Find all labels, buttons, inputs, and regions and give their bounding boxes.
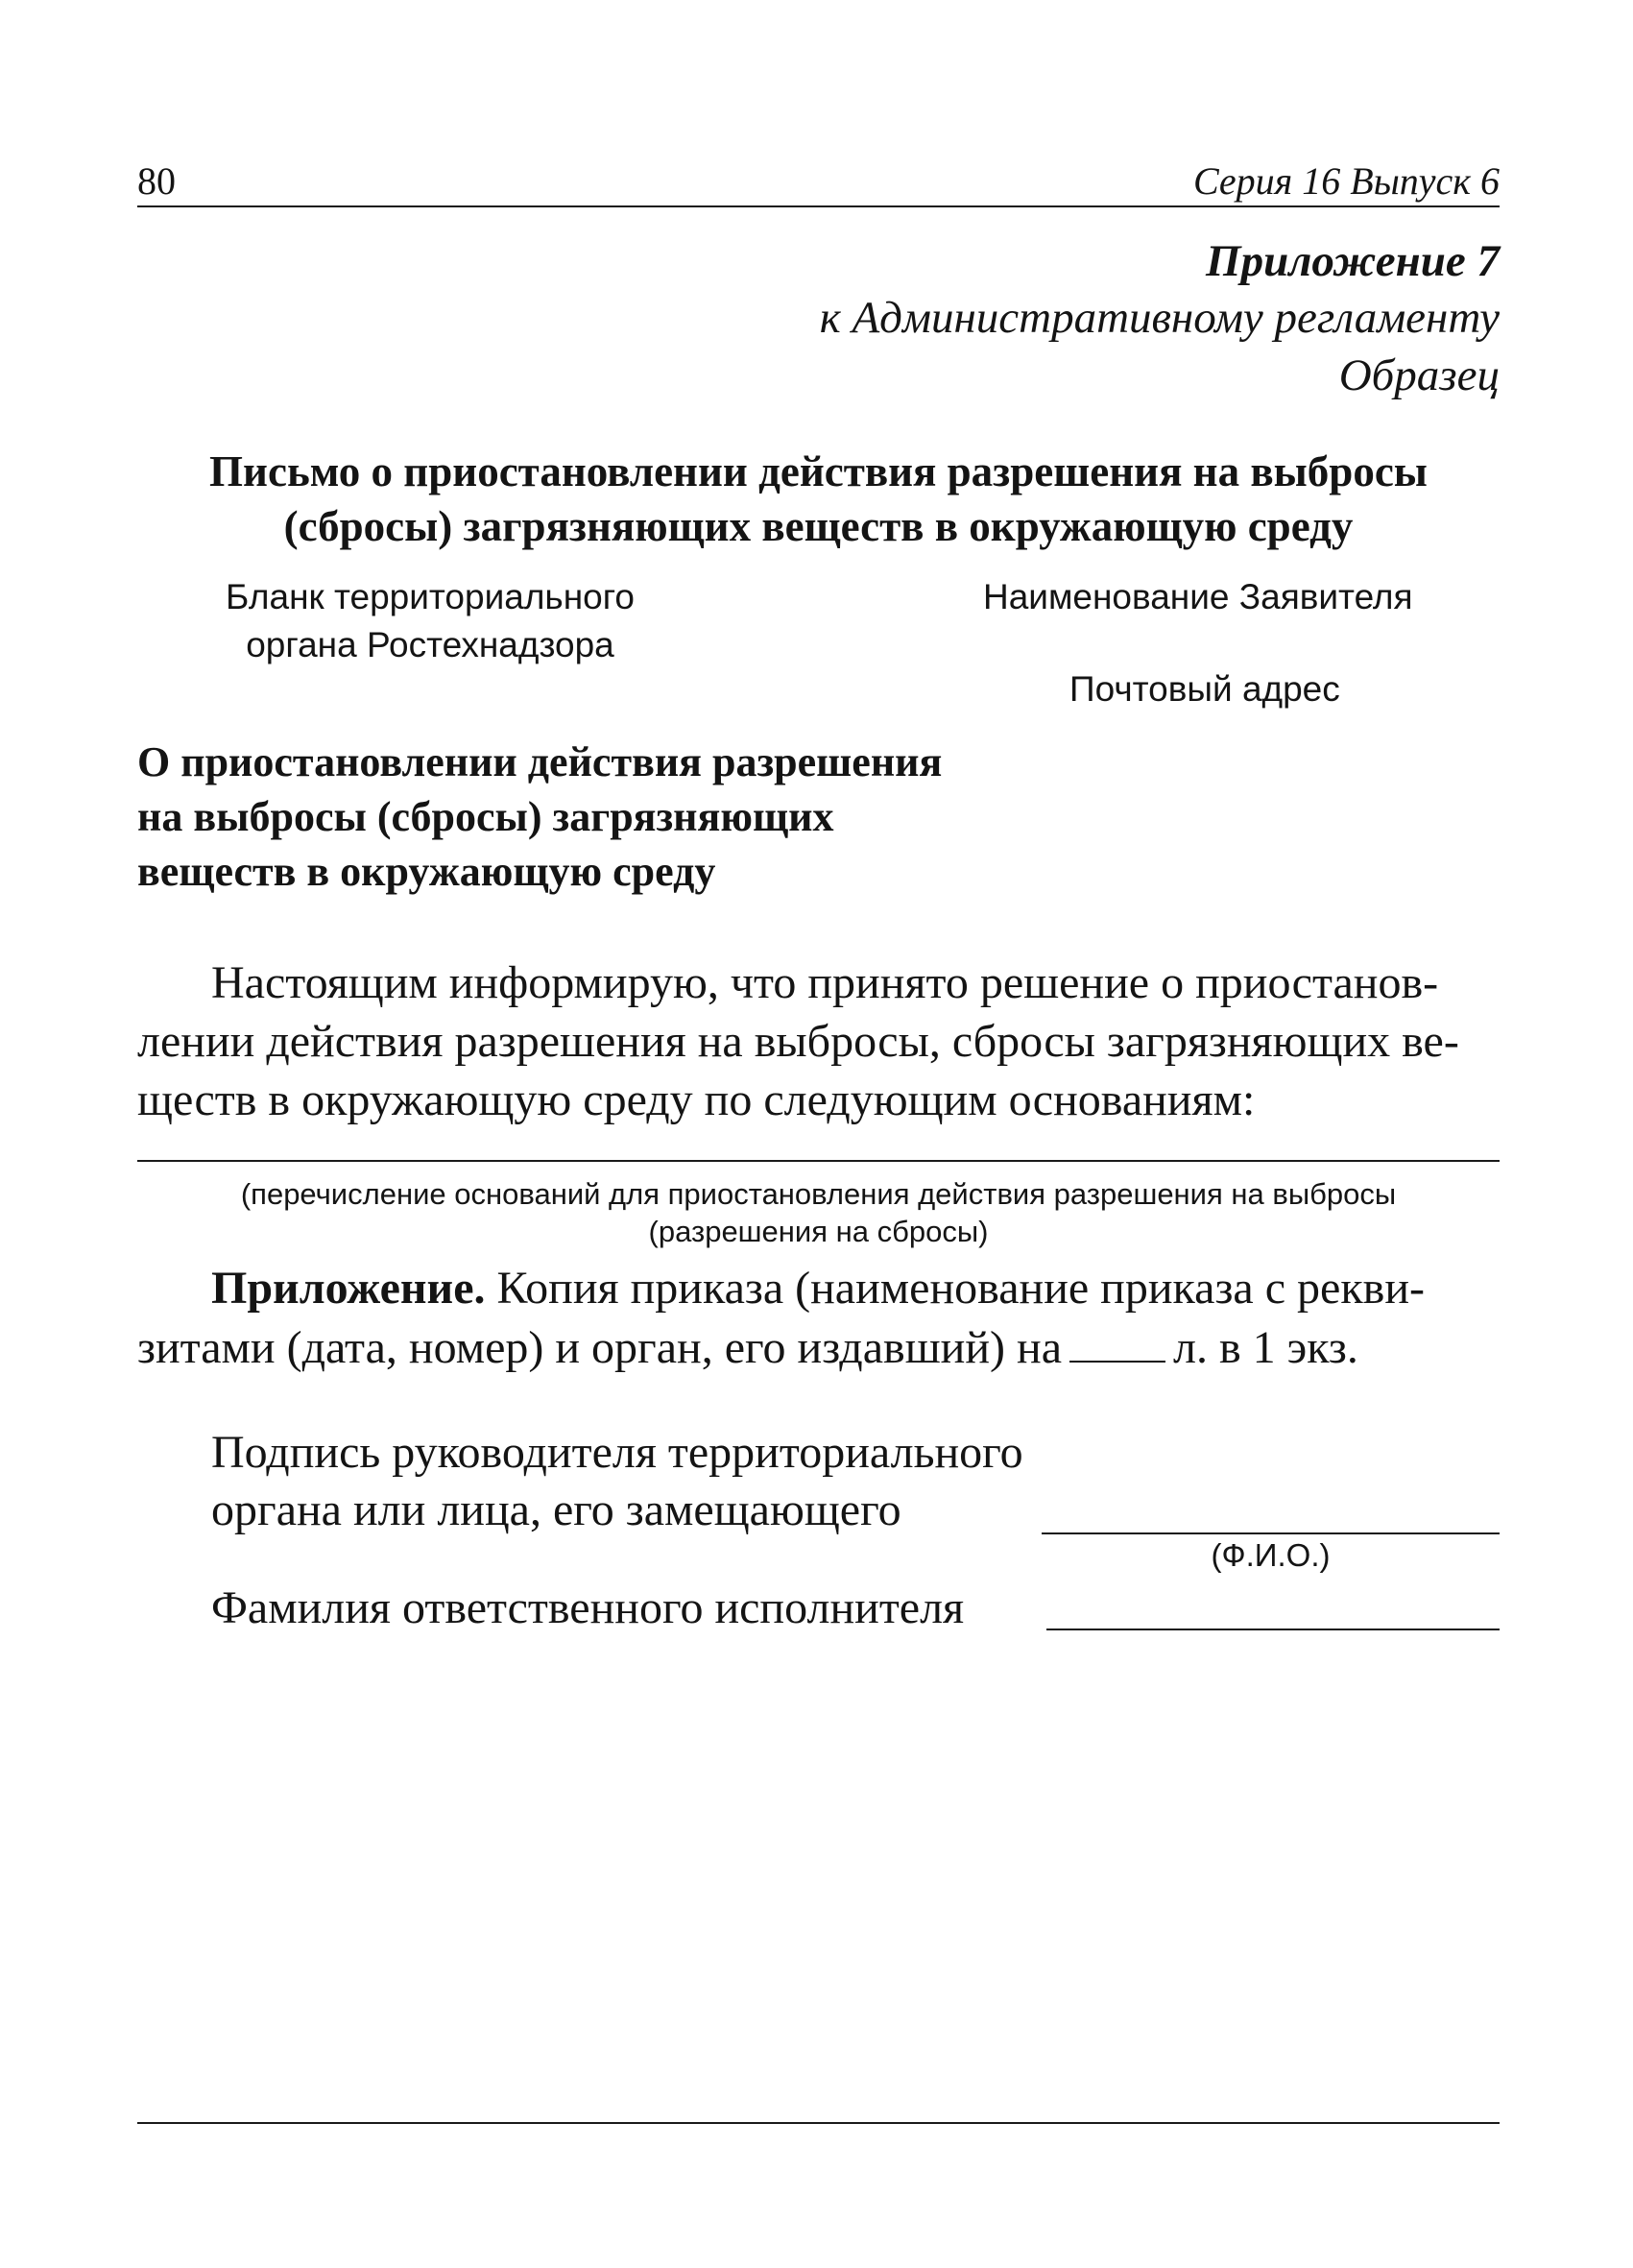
footer-rule [137, 2122, 1500, 2124]
sender-line-2: органа Ростехнадзора [246, 625, 614, 664]
header-rule [137, 205, 1500, 207]
letter-title-line-1: Письмо о приостановлении действия разрешения на выбросы [209, 447, 1428, 495]
body-line-2: лении действия разрешения на выбросы, сбросы загрязняющих ве- [137, 1016, 1459, 1067]
attachment-label: Приложение. [211, 1263, 486, 1314]
attachment-line-2 [137, 1318, 1500, 1377]
sample-label: Образец [1338, 350, 1500, 400]
executor-label: Фамилия ответственного исполнителя [211, 1582, 965, 1633]
grounds-fill-line [137, 1160, 1500, 1162]
subject-line-2: на выбросы (сбросы) загрязняющих [137, 793, 834, 840]
signature-label-line-2: органа или лица, его замещающего [211, 1484, 901, 1535]
attachment-text-before-blank: зитами (дата, номер) и орган, его издавший) на [137, 1322, 1062, 1373]
attachment-line-1 [211, 1260, 1500, 1317]
sender-line-1: Бланк территориального [226, 577, 635, 616]
attachment-text: Копия приказа (наименование приказа с рекви- [496, 1263, 1425, 1314]
subject-line-3: веществ в окружающую среду [137, 848, 716, 895]
postal-address: Почтовый адрес [1069, 669, 1340, 709]
appendix-reference: к Административному регламенту [819, 293, 1500, 343]
appendix-title: Приложение 7 [1206, 236, 1500, 286]
sheet-count-blank [1069, 1318, 1165, 1363]
executor-fill-line [1046, 1629, 1500, 1630]
grounds-caption-line-2: (разрешения на сбросы) [648, 1215, 989, 1248]
running-head: Серия 16 Выпуск 6 [1192, 159, 1500, 203]
body-line-3: ществ в окружающую среду по следующим основаниям: [137, 1074, 1256, 1125]
recipient-name: Наименование Заявителя [983, 577, 1413, 616]
page-number: 80 [137, 159, 176, 203]
attachment-text-after-blank: л. в 1 экз. [1173, 1322, 1358, 1373]
signature-label-line-1: Подпись руководителя территориального [211, 1427, 1023, 1478]
body-line-1: Настоящим информирую, что принято решение о приостанов- [211, 957, 1439, 1008]
letter-title-line-2: (сбросы) загрязняющих веществ в окружающую среду [283, 502, 1354, 550]
subject-line-1: О приостановлении действия разрешения [137, 738, 943, 785]
fio-caption: (Ф.И.О.) [1211, 1537, 1331, 1573]
sender-block [180, 573, 680, 669]
grounds-caption-line-1: (перечисление оснований для приостановления действия разрешения на выбросы [240, 1177, 1397, 1211]
